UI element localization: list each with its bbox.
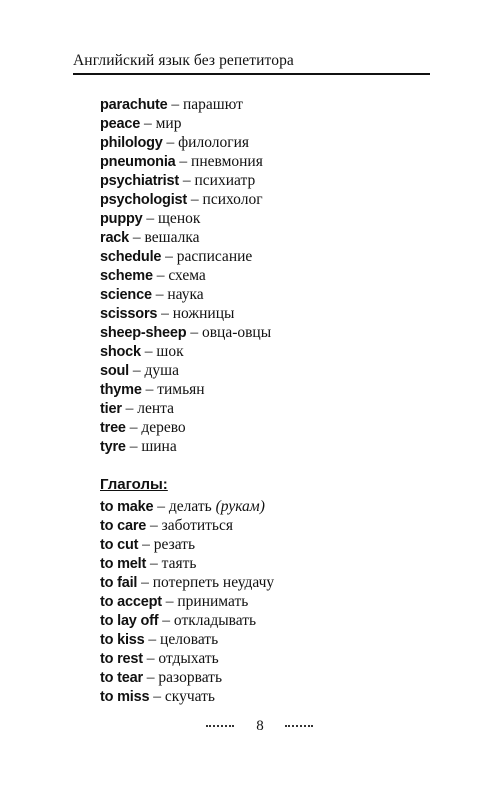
english-word: philology [100, 135, 163, 151]
english-word: to care [100, 518, 147, 534]
english-word: soul [100, 363, 130, 379]
dash-separator: – [162, 134, 179, 151]
vocab-entry [100, 399, 271, 418]
russian-translation: резать [153, 536, 196, 553]
vocab-entry [100, 114, 271, 133]
russian-translation: отдыхать [158, 650, 219, 667]
russian-translation: душа [144, 362, 179, 379]
dash-separator: – [141, 381, 158, 398]
english-word: parachute [100, 97, 168, 113]
russian-translation: наука [167, 286, 204, 303]
page-footer [0, 718, 500, 738]
dash-separator: – [146, 555, 162, 572]
russian-translation: разорвать [158, 669, 223, 686]
russian-translation: шок [156, 343, 184, 360]
noun-list [100, 95, 271, 456]
english-word: sheep-sheep [100, 325, 187, 341]
dash-separator: – [137, 574, 153, 591]
english-word: tier [100, 401, 122, 417]
vocab-entry [100, 95, 271, 114]
english-word: thyme [100, 382, 142, 398]
russian-translation: тимьян [157, 381, 205, 398]
russian-translation: потерпеть неудачу [152, 574, 275, 591]
russian-translation: мир [155, 115, 182, 132]
vocab-entry [100, 285, 271, 304]
dash-separator: – [158, 612, 174, 629]
english-word: to accept [100, 594, 162, 610]
header-rule [73, 73, 430, 75]
vocab-entry [100, 668, 274, 687]
dash-separator: – [187, 191, 203, 208]
english-word: to rest [100, 651, 143, 667]
vocab-entry [100, 516, 274, 535]
vocab-entry [100, 247, 271, 266]
russian-translation: скучать [164, 688, 215, 705]
page-number: 8 [256, 718, 264, 734]
russian-translation: психолог [202, 191, 263, 208]
russian-translation: шина [141, 438, 177, 455]
vocab-entry [100, 437, 271, 456]
dash-separator: – [138, 536, 154, 553]
russian-translation: психиатр [194, 172, 256, 189]
dash-separator: – [151, 286, 168, 303]
vocab-entry [100, 171, 271, 190]
dash-separator: – [121, 400, 138, 417]
russian-translation: филология [178, 134, 250, 151]
dash-separator: – [153, 498, 169, 515]
english-word: to fail [100, 575, 138, 591]
vocab-entry [100, 554, 274, 573]
dash-separator: – [140, 115, 156, 132]
dash-separator: – [142, 669, 159, 686]
dash-separator: – [125, 419, 142, 436]
english-word: pneumonia [100, 154, 176, 170]
english-word: scissors [100, 306, 158, 322]
english-word: science [100, 287, 152, 303]
vocab-entry [100, 611, 274, 630]
russian-translation: таять [161, 555, 197, 572]
russian-translation: делать [168, 498, 216, 515]
english-word: psychiatrist [100, 173, 179, 189]
dash-separator: – [140, 343, 157, 360]
vocab-entry [100, 190, 271, 209]
english-word: to melt [100, 556, 147, 572]
english-word: scheme [100, 268, 153, 284]
russian-translation: принимать [177, 593, 249, 610]
english-word: to kiss [100, 632, 145, 648]
russian-translation: лента [137, 400, 175, 417]
vocab-entry [100, 266, 271, 285]
english-word: to make [100, 499, 154, 515]
dash-separator: – [146, 517, 162, 534]
dash-separator: – [175, 153, 192, 170]
section-title-verbs: Глаголы: [100, 476, 168, 493]
russian-translation: пневмония [191, 153, 263, 170]
dash-separator: – [186, 324, 202, 341]
vocab-entry [100, 592, 274, 611]
vocab-entry [100, 573, 274, 592]
english-word: rack [100, 230, 130, 246]
russian-translation: ножницы [172, 305, 235, 322]
vocab-entry [100, 649, 274, 668]
vocab-entry [100, 630, 274, 649]
russian-translation: парашют [183, 96, 243, 113]
dash-separator: – [167, 96, 183, 113]
usage-note: (рукам) [215, 498, 265, 515]
english-word: tree [100, 420, 126, 436]
vocab-entry [100, 535, 274, 554]
english-word: peace [100, 116, 141, 132]
vocab-entry [100, 361, 271, 380]
english-word: to miss [100, 689, 150, 705]
russian-translation: откладывать [173, 612, 257, 629]
verb-list [100, 497, 274, 706]
dash-separator: – [125, 438, 142, 455]
russian-translation: щенок [158, 210, 201, 227]
vocab-entry [100, 497, 274, 516]
english-word: to cut [100, 537, 139, 553]
russian-translation: овца-овцы [201, 324, 272, 341]
dash-separator: – [149, 688, 165, 705]
english-word: schedule [100, 249, 162, 265]
vocab-entry [100, 304, 271, 323]
vocab-entry [100, 133, 271, 152]
vocab-entry [100, 228, 271, 247]
english-word: tyre [100, 439, 126, 455]
vocab-entry [100, 323, 271, 342]
dash-separator: – [161, 248, 177, 265]
dash-separator: – [179, 172, 195, 189]
vocab-entry [100, 152, 271, 171]
russian-translation: целовать [160, 631, 219, 648]
russian-translation: дерево [141, 419, 186, 436]
vocab-entry [100, 342, 271, 361]
running-header: Английский язык без репетитора [73, 52, 294, 69]
russian-translation: схема [168, 267, 206, 284]
dash-separator: – [142, 650, 159, 667]
vocab-entry [100, 209, 271, 228]
dash-separator: – [129, 362, 145, 379]
english-word: shock [100, 344, 141, 360]
english-word: to lay off [100, 613, 159, 629]
vocab-entry [100, 687, 274, 706]
english-word: puppy [100, 211, 143, 227]
russian-translation: расписание [176, 248, 253, 265]
footer-dots-right [285, 725, 313, 727]
russian-translation: вешалка [144, 229, 200, 246]
vocab-entry [100, 418, 271, 437]
dash-separator: – [142, 210, 158, 227]
vocab-entry [100, 380, 271, 399]
english-word: to tear [100, 670, 143, 686]
dash-separator: – [144, 631, 161, 648]
dash-separator: – [157, 305, 173, 322]
dash-separator: – [152, 267, 169, 284]
english-word: psychologist [100, 192, 188, 208]
dash-separator: – [129, 229, 145, 246]
russian-translation: заботиться [161, 517, 234, 534]
dash-separator: – [161, 593, 178, 610]
